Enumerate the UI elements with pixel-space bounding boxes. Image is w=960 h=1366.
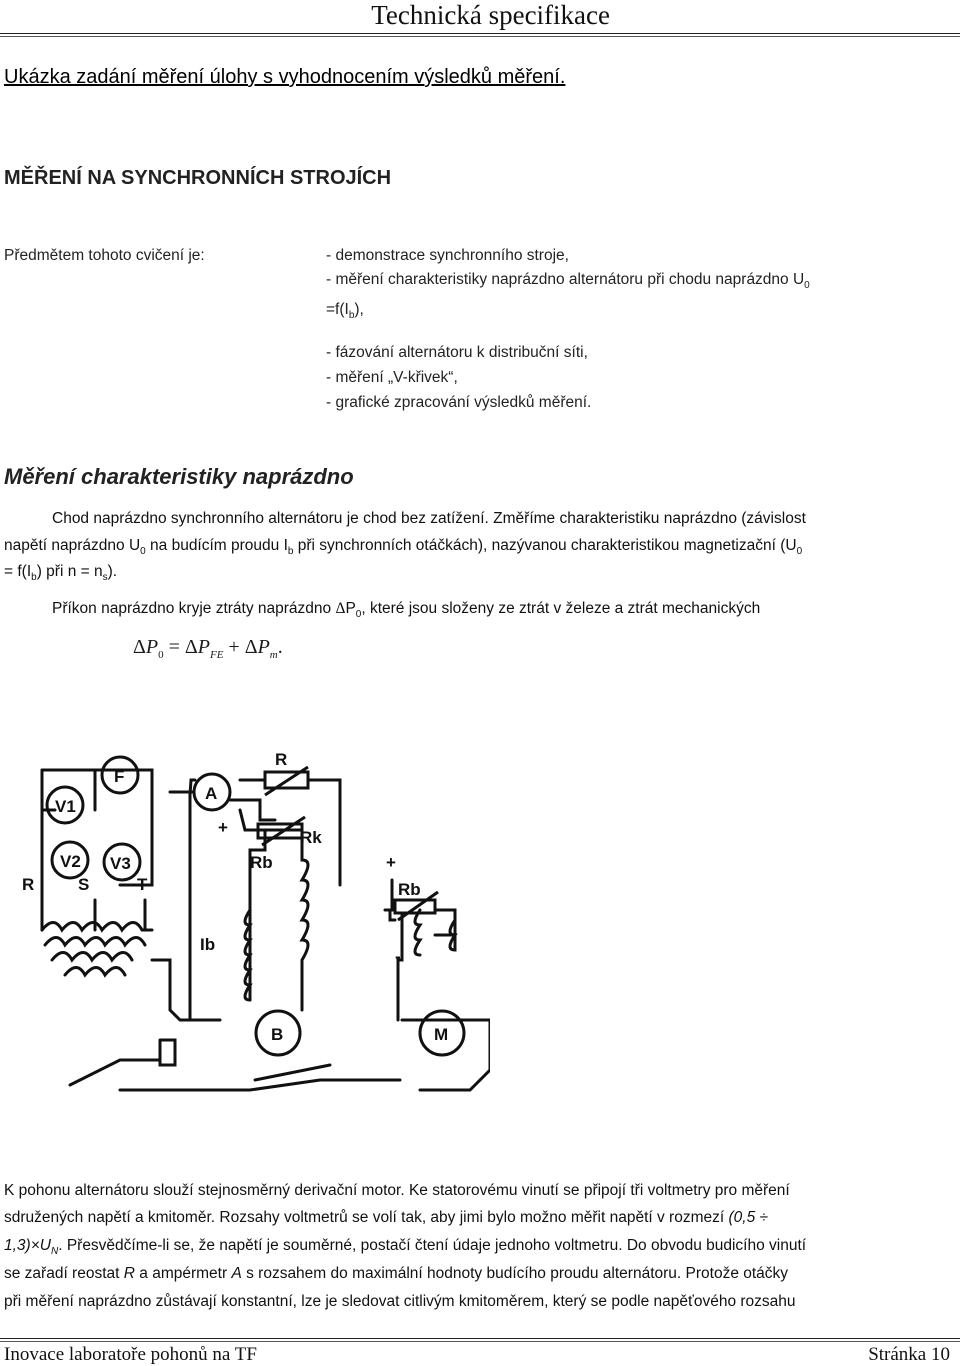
- diagram-label: V3: [110, 854, 131, 873]
- subsection-heading: Měření charakteristiky naprázdno: [4, 464, 354, 489]
- para3-line4: se zařadí reostat R a ampérmetr A s rozsahem do maximální hodnoty budícího proudu alternátoru. Protože otáčky: [4, 1265, 789, 1282]
- diagram-label: +: [386, 853, 396, 872]
- diagram-label: B: [271, 1025, 284, 1044]
- intro-item-4: - měření „V-křivek“,: [326, 369, 458, 386]
- diagram-label: R: [22, 875, 35, 894]
- para3-line1: K pohonu alternátoru slouží stejnosměrný derivační motor. Ke statorovému vinutí se připojí tři voltmetry pro měření: [4, 1182, 790, 1199]
- para2: Příkon naprázdno kryje ztráty naprázdno $\Delta P_0$, které jsou složeny ze ztrát v železe a ztrát mechanických: [52, 600, 761, 621]
- diagram-label: Rk: [300, 828, 322, 847]
- intro-item-1: - demonstrace synchronního stroje,: [326, 247, 569, 264]
- para3-line5: při měření naprázdno zůstávají konstantní, lze je sledovat citlivým kmitoměrem, který se podle napěťového rozsahu: [4, 1293, 796, 1310]
- intro-item-2-cont: $=f(I_b)$,: [326, 301, 364, 322]
- diagram-label: F: [114, 767, 125, 786]
- diagram-label: +: [218, 818, 228, 837]
- diagram-label: Rb: [250, 853, 273, 872]
- intro-item-5: - grafické zpracování výsledků měření.: [326, 394, 592, 411]
- footer-divider: [0, 1338, 960, 1339]
- section-heading: MĚŘENÍ NA SYNCHRONNÍCH STROJÍCH: [4, 167, 392, 189]
- intro-label: Předmětem tohoto cvičení je:: [4, 247, 205, 264]
- footer-divider-2: [0, 1341, 960, 1342]
- footer-left: Inovace laboratoře pohonů na TF: [4, 1344, 257, 1365]
- para1-line1: Chod naprázdno synchronního alternátoru je chod bez zatížení. Změříme charakteristiku naprázdno (závislost: [52, 510, 806, 527]
- footer-page-number: Stránka 10: [868, 1344, 950, 1365]
- para3-line2: sdružených napětí a kmitoměr. Rozsahy voltmetrů se volí tak, aby jimi bylo možno měřit napětí v rozmezí (0,5 ÷: [4, 1209, 769, 1226]
- formula-power: $\Delta P_0 = \Delta P_{FE} + \Delta P_m$.: [133, 636, 283, 661]
- header-title: Technická specifikace: [371, 0, 610, 30]
- header-divider-2: [0, 36, 960, 37]
- diagram-label: S: [78, 875, 90, 894]
- diagram-label: V2: [60, 852, 81, 871]
- intro-item-2: - měření charakteristiky naprázdno alternátoru při chodu naprázdno $U_0$: [326, 271, 810, 292]
- intro-item-3: - fázování alternátoru k distribuční síti,: [326, 344, 588, 361]
- para1-line3: = $f(I_b)$ při $n = n_s$).: [4, 563, 118, 584]
- diagram-label: M: [434, 1025, 449, 1044]
- circuit-diagram: [10, 720, 490, 1105]
- para3-line3: $1,3)\times U_N$. Přesvědčíme-li se, že napětí je souměrné, postačí čtení údaje jednoho voltmetru. Do obvodu budicího vinutí: [4, 1237, 807, 1258]
- diagram-label: R: [275, 750, 288, 769]
- header-divider: [0, 33, 960, 34]
- diagram-label: Rb: [398, 880, 421, 899]
- diagram-label: T: [137, 875, 148, 894]
- para1-line2: napětí naprázdno $U_0$ na budícím proudu $I_b$ při synchronních otáčkách), nazývanou charakteristikou magnetizační ($U_0$: [4, 537, 803, 558]
- diagram-label: Ib: [200, 935, 216, 954]
- diagram-label: V1: [55, 797, 76, 816]
- diagram-label: -: [395, 947, 401, 966]
- diagram-label: A: [205, 784, 218, 803]
- page-subtitle: Ukázka zadání měření úlohy s vyhodnocením výsledků měření.: [4, 66, 566, 88]
